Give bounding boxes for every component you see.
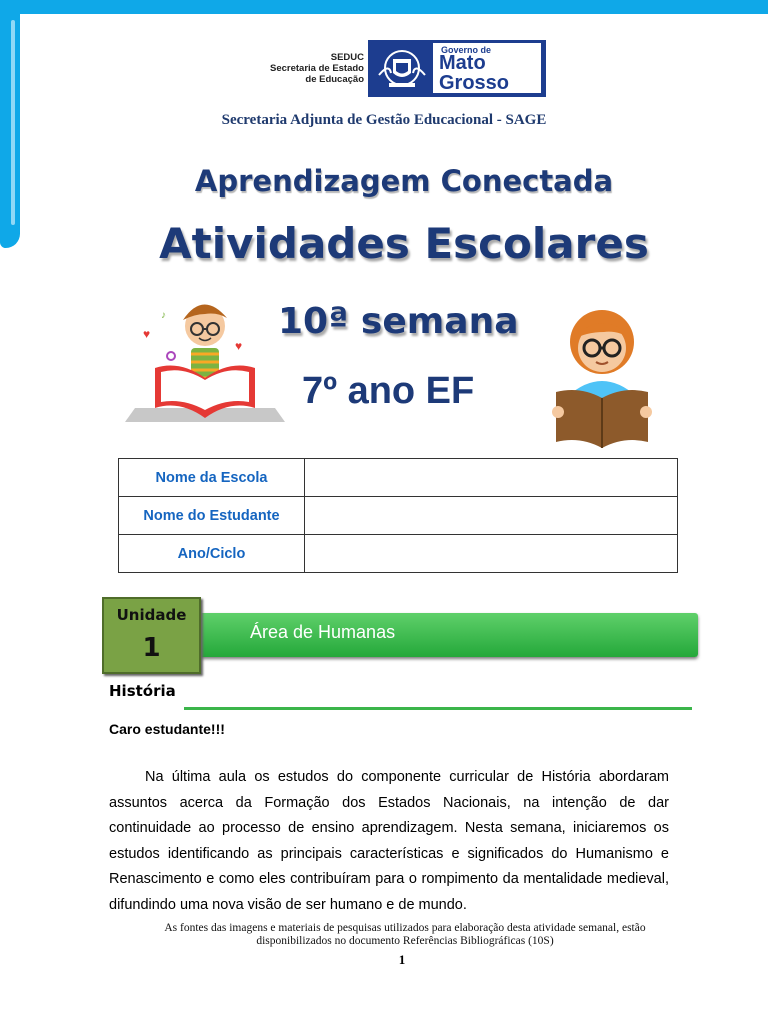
title-atividades: Atividades Escolares [159, 219, 649, 268]
page-number: 1 [398, 952, 406, 967]
week-label: 10ª semana [278, 301, 519, 342]
top-decoration-band [0, 0, 768, 14]
seduc-line-2: Secretaria de Estado [270, 63, 364, 74]
year-cycle-label: Ano/Ciclo [119, 535, 305, 573]
boy-reading-illustration [125, 296, 285, 436]
area-label: Área de Humanas [250, 622, 396, 642]
table-row [119, 535, 678, 573]
student-name-label: Nome do Estudante [119, 497, 305, 535]
svg-text:♪: ♪ [161, 310, 166, 321]
school-name-label: Nome da Escola [119, 459, 305, 497]
table-row [119, 459, 678, 497]
greeting: Caro estudante!!! [109, 721, 225, 737]
footer-note [110, 922, 700, 948]
seduc-line-3: de Educação [305, 74, 364, 85]
seduc-abbrev: SEDUC [330, 52, 364, 63]
svg-text:♥: ♥ [235, 339, 243, 353]
grade-label: 7º ano EF [302, 370, 475, 412]
table-row [119, 497, 678, 535]
girl-reading-illustration [548, 300, 658, 450]
sage-heading: Secretaria Adjunta de Gestão Educacional - SAGE [221, 112, 547, 128]
logo-grosso: Grosso [439, 72, 510, 94]
logo-gov-label: Governo de [441, 45, 492, 55]
svg-text:♥: ♥ [143, 327, 151, 341]
student-name-field[interactable] [305, 497, 678, 535]
student-info-table [118, 458, 678, 573]
intro-paragraph: Na última aula os estudos do componente curricular de História abordaram assuntos acerca da Formação dos Estados Nacionais, na intenção de dar continuidade ao processo de ensino aprendizagem. Nesta semana, iniciaremos os estudos identificando as principais características e significados do Humanismo e Renascimento e como eles contribuíram para o rompimento da mentalidade medieval, difundindo uma nova visão de ser humano e de mundo. [109, 769, 669, 913]
footer-note-line-2: disponibilizados no documento Referências Bibliográficas (10S) [256, 935, 554, 947]
unit-number: 1 [142, 633, 161, 663]
footer-note-line-1: As fontes das imagens e materiais de pesquisas utilizados para elaboração desta atividade semanal, estão [164, 922, 646, 934]
subject-underline [184, 707, 692, 710]
logo-wordmark [433, 43, 541, 93]
title-aprendizagem: Aprendizagem Conectada [194, 164, 614, 198]
school-name-field[interactable] [305, 459, 678, 497]
seduc-logo-text [258, 52, 364, 85]
unit-badge [102, 597, 201, 674]
year-cycle-field[interactable] [305, 535, 678, 573]
unit-word: Unidade [116, 606, 187, 624]
logo-mato: Mato [439, 52, 486, 74]
coat-of-arms-icon [373, 45, 431, 91]
subject-heading: História [109, 682, 176, 700]
mato-grosso-logo [368, 40, 546, 97]
